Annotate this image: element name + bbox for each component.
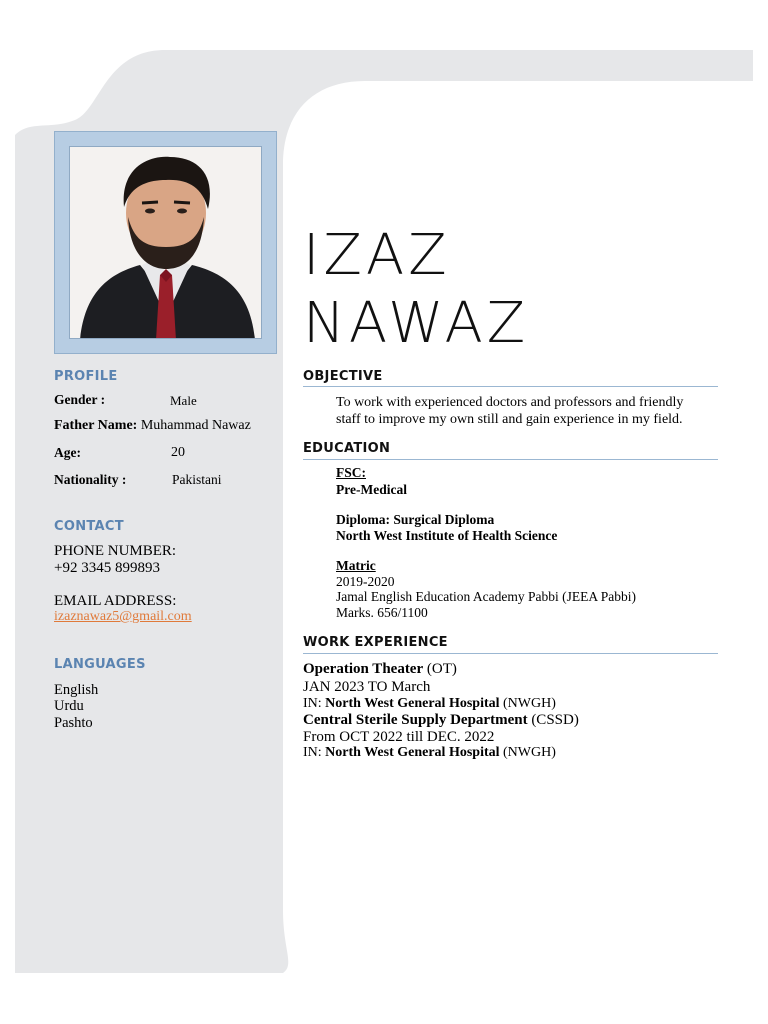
age-value: 20 xyxy=(171,445,185,460)
fsc-field: Pre-Medical xyxy=(336,482,407,497)
language-item: English xyxy=(54,682,99,698)
job2-place-row xyxy=(303,745,556,762)
objective-heading: OBJECTIVE xyxy=(303,369,383,384)
job2-title: Central Sterile Supply Department xyxy=(303,712,528,728)
matric-years: 2019-2020 xyxy=(336,574,395,589)
job2-title-row xyxy=(303,711,579,729)
gender-value: Male xyxy=(170,393,197,408)
job1-title: Operation Theater xyxy=(303,661,424,677)
work-heading: WORK EXPERIENCE xyxy=(303,635,448,650)
objective-text: To work with experienced doctors and professors and friendly staff to improve my own still and gain experience in my field. xyxy=(336,395,684,427)
language-item: Pashto xyxy=(54,715,93,731)
phone-label: PHONE NUMBER: xyxy=(54,543,177,559)
nationality-label: Nationality : xyxy=(54,472,127,487)
matric-label: Matric xyxy=(336,558,376,573)
first-name: IZAZ xyxy=(303,223,451,288)
objective-divider xyxy=(303,386,718,387)
contact-heading: CONTACT xyxy=(54,519,124,534)
phone-value: +92 3345 899893 xyxy=(54,560,160,576)
job1-place: North West General Hospital xyxy=(325,696,500,711)
education-divider xyxy=(303,459,718,460)
age-label: Age: xyxy=(54,445,81,460)
profile-photo-frame xyxy=(54,131,277,354)
nationality-value: Pakistani xyxy=(172,472,222,487)
father-name-value: Muhammad Nawaz xyxy=(140,418,251,433)
job2-place: North West General Hospital xyxy=(325,745,500,760)
diploma-institute: North West Institute of Health Science xyxy=(336,528,558,543)
job1-in: IN: xyxy=(303,696,326,711)
last-name: NAWAZ xyxy=(303,291,530,356)
person-portrait-icon xyxy=(70,147,262,339)
job1-title-row xyxy=(303,660,457,678)
father-name-label: Father Name: xyxy=(54,418,138,433)
work-divider xyxy=(303,653,718,654)
education-heading: EDUCATION xyxy=(303,441,391,456)
fsc-label: FSC: xyxy=(336,465,366,480)
matric-school: Jamal English Education Academy Pabbi (JEEA Pabbi) xyxy=(336,589,636,604)
job1-abbr: (OT) xyxy=(423,661,457,677)
diploma-label: Diploma xyxy=(336,512,386,527)
email-label: EMAIL ADDRESS: xyxy=(54,593,177,609)
job1-dates: JAN 2023 TO March xyxy=(303,679,431,695)
languages-heading: LANGUAGES xyxy=(54,657,146,672)
matric-marks: Marks. 656/1100 xyxy=(336,605,428,620)
job1-place-abbr: (NWGH) xyxy=(499,696,556,711)
job2-dates: From OCT 2022 till DEC. 2022 xyxy=(303,729,495,745)
father-name-row xyxy=(54,418,251,435)
email-link[interactable]: izaznawaz5@gmail.com xyxy=(54,609,192,624)
gender-label: Gender : xyxy=(54,392,106,407)
diploma-row xyxy=(336,512,494,528)
profile-photo xyxy=(69,146,262,339)
diploma-value: : Surgical Diploma xyxy=(385,512,495,527)
job2-in: IN: xyxy=(303,745,326,760)
job2-abbr: (CSSD) xyxy=(527,712,579,728)
language-item: Urdu xyxy=(54,698,84,714)
job2-place-abbr: (NWGH) xyxy=(499,745,556,760)
profile-heading: PROFILE xyxy=(54,369,118,384)
